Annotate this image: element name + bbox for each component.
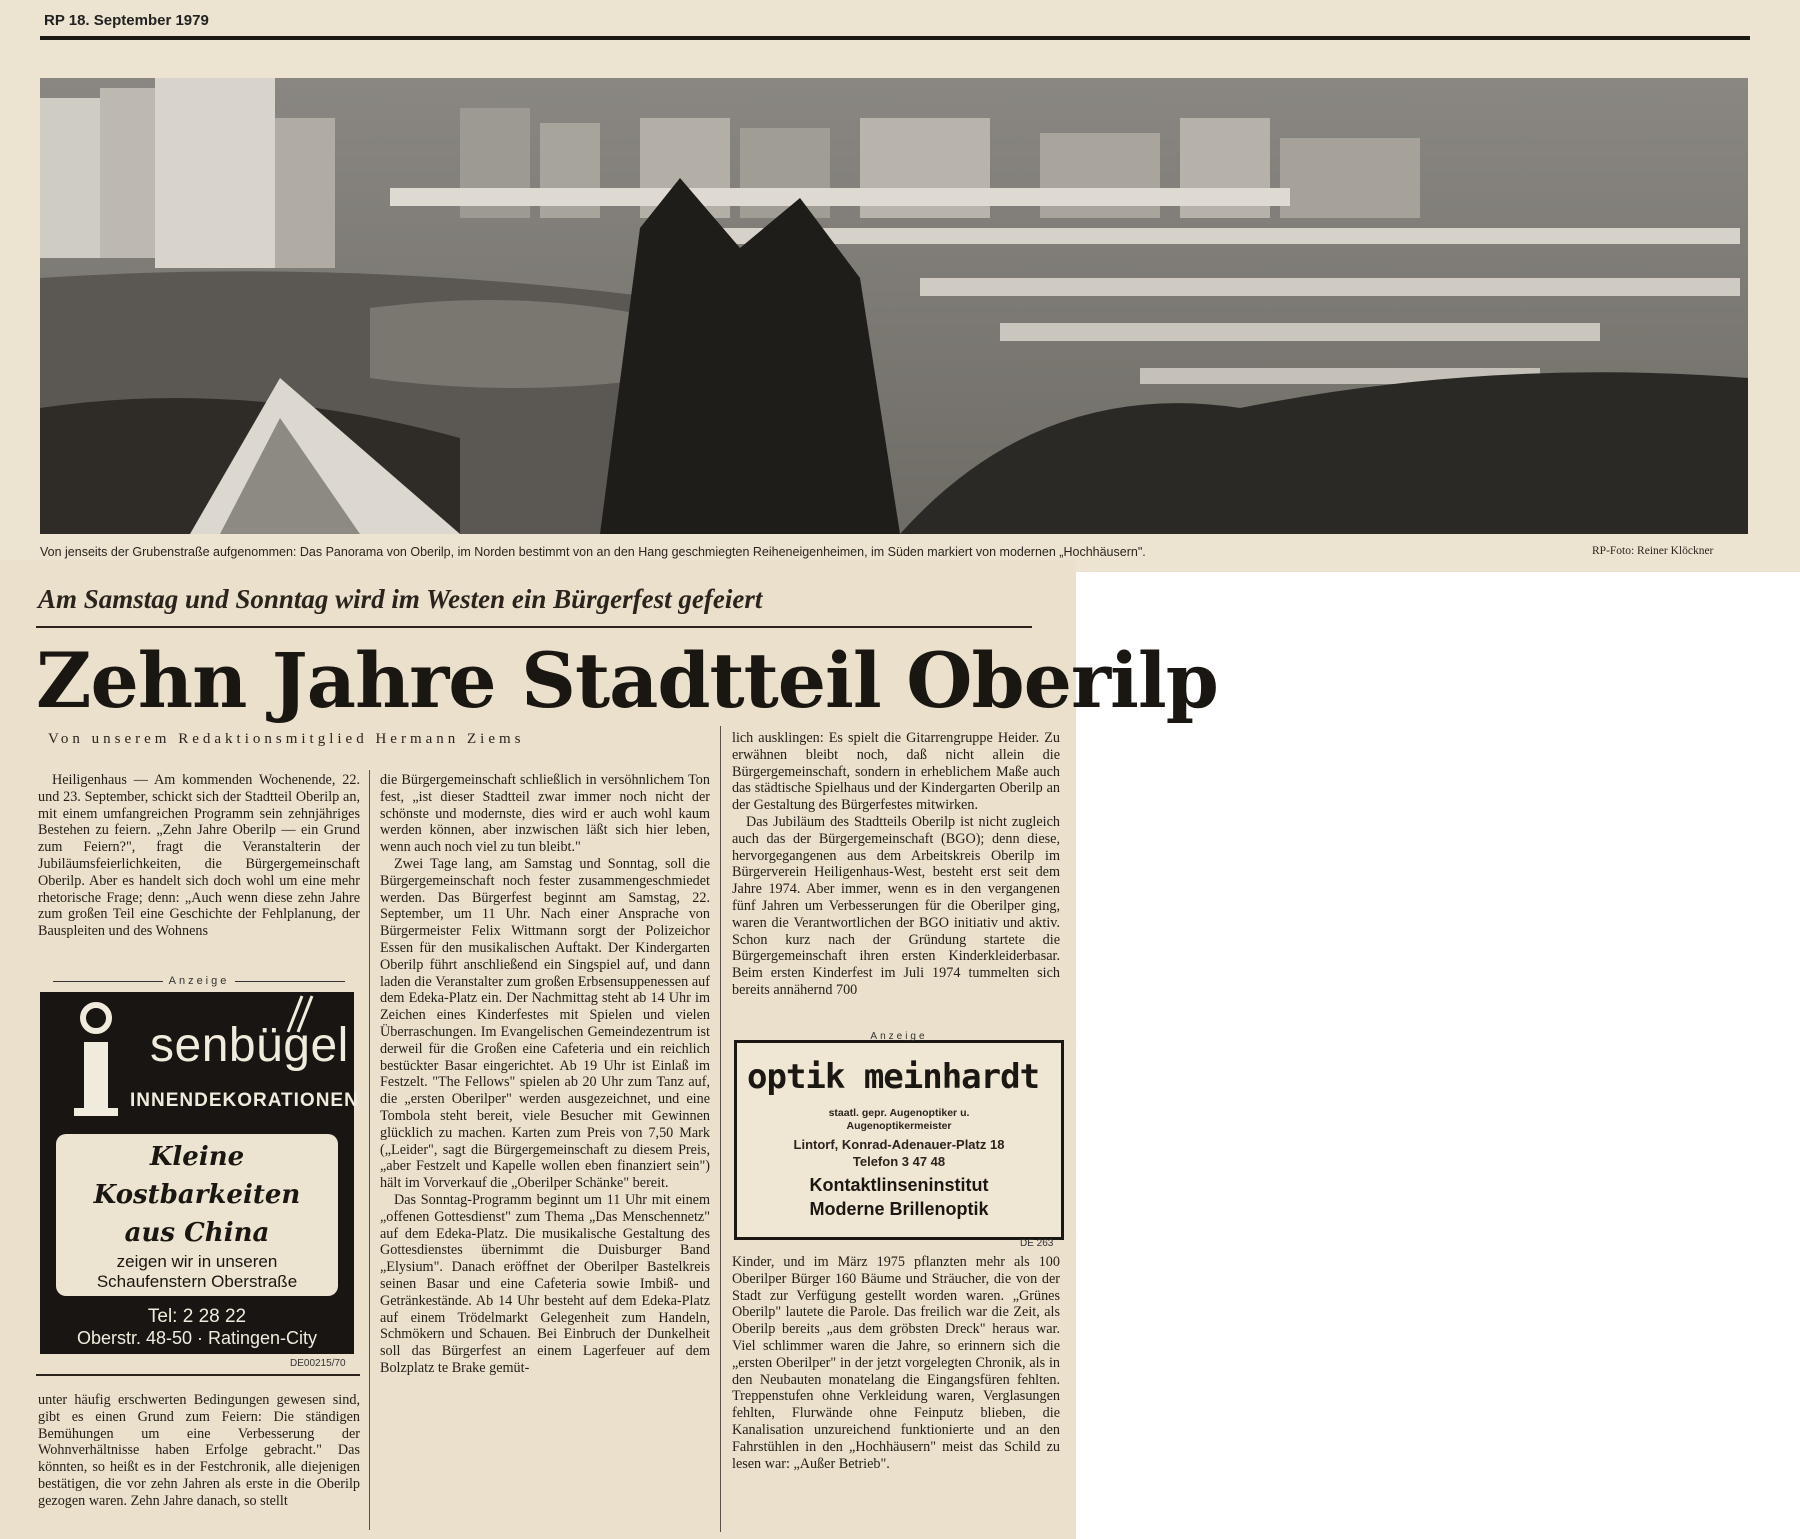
ad-code: DE 263 — [1020, 1238, 1054, 1249]
ad-text-line: zeigen wir in unseren — [116, 1252, 278, 1271]
article-paragraph: Das Sonntag-Programm beginnt um 11 Uhr mit einem „offenen Gottesdienst" zum Thema „Das Menschennetz" auf dem Edeka-Platz. Die musikalische Gestaltung des Gottesdienstes übernimmt die Duisburger Band „Elysium". Danach eröffnet der Oberilper Bastelkreis seinen Basar und eine Cafeteria sowie Imbiß- und Getränkestände. Ab 14 Uhr besteht auf dem Edeka-Platz auf einem Trödelmarkt Gelegenheit zum Handeln, Schmökern und Schauen. Bei Einbruch der Dunkelheit soll das Bürgerfest an einem Lagerfeuer auf dem Bolzplatz te Brake gemüt- — [380, 1191, 710, 1376]
article-headline: Zehn Jahre Stadtteil Oberilp — [36, 636, 1218, 725]
isenbuegel-advertisement — [40, 992, 359, 1354]
column-rule — [720, 726, 721, 1532]
ad-label: Anzeige — [38, 975, 360, 987]
article-column-1-bottom — [38, 1392, 360, 1510]
ad-service-line: Kontaktlinseninstitut — [809, 1175, 989, 1195]
article-column-2 — [380, 772, 710, 1377]
article-column-1-top — [38, 772, 360, 940]
ad-service-line: Moderne Brillenoptik — [809, 1199, 989, 1219]
article-kicker: Am Samstag und Sonntag wird im Westen ein Bürgerfest gefeiert — [38, 584, 763, 614]
ad-phone: Tel: 2 28 22 — [147, 1306, 247, 1327]
ad-address: Lintorf, Konrad-Adenauer-Platz 18 — [793, 1137, 1005, 1152]
kicker-rule — [36, 626, 1032, 628]
ad-label: Anzeige — [870, 1031, 928, 1042]
article-paragraph: Das Jubiläum des Stadtteils Oberilp ist nicht zugleich auch das der Bürgergemeinschaft (BGO); denn diese, hervorgegangenen aus dem Arbeitskreis Oberilp im Bürgerverein Heiligenhaus-West, besteht erst seit dem Jahre 1974. Aber immer, wenn es in den vergangenen fünf Jahren um Verbesserungen für die Oberilper ging, waren die Verantwortlichen der BGO initiativ und aktiv. Schon kurz nach der Gründung startete die Bürgergemeinschaft ihren ersten Kinderkleiderbasar. Beim ersten Kinderfest im Juli 1974 tummelten sich bereits annähernd 700 — [732, 813, 1060, 998]
photo-credit: RP-Foto: Reiner Klöckner — [1592, 545, 1714, 557]
article-paragraph: die Bürgergemeinschaft schließlich in versöhnlichem Ton fest, „ist dieser Stadtteil zwar immer noch nicht der schönste und modernste, dies wird er auch wohl kaum werden können, aber inzwischen läßt sich hier leben, wenn auch noch viel zu tun bleibt." — [380, 772, 710, 856]
article-paragraph: Kinder, und im März 1975 pflanzten mehr als 100 Oberilper Bürger 160 Bäume und Sträucher, die von der Stadt zur Verfügung gestellt worden waren. „Grünes Oberilp" lautete die Parole. Das freilich war die Zeit, als Oberilp bereits „aus dem gröbsten Dreck" heraus war. Viel schlimmer waren die Jahre, so erinnern sich die „ersten Oberilper" in der jetzt vorgelegten Chronik, als in den Neubauten monatelang die Eingangsfüren fehlten. Treppenstufen ohne Verkleidung waren, Verglasungen fehlten, Flurwände ohne Feinputz blieben, die Kanalisation unzureichend funktionierte und an den Fahrstühlen in den „Hochhäusern" meist das Schild zu lesen war: „Außer Betrieb". — [732, 1254, 1060, 1472]
ad-address: Oberstr. 48-50 · Ratingen-City — [76, 1328, 318, 1348]
dateline: RP 18. September 1979 — [44, 12, 209, 29]
ad-brand-name: optik meinhardt — [747, 1057, 1040, 1097]
panorama-photo — [40, 78, 1748, 534]
ad-message-box — [56, 1134, 338, 1296]
photo-caption: Von jenseits der Grubenstraße aufgenommen: Das Panorama von Oberilp, im Norden bestimmt von an den Hang geschmiegten Reiheneigenheimen, im Süden markiert von modernen „Hochhäusern". — [40, 545, 1146, 559]
article-column-3-top — [732, 730, 1060, 999]
article-paragraph: unter häufig erschwerten Bedingungen gewesen sind, gibt es einen Grund zum Feiern: Die ständigen Bemühungen um eine Verbesserung der Wohnverhältnisse haben Erfolge gebracht." Das könnten, so heißt es in der Festchronik, alle diejenigen bestätigen, die vor zehn Jahren als erste in die Oberilp gezogen waren. Zehn Jahre danach, so stellt — [38, 1392, 360, 1509]
ad-script-line: Kleine — [149, 1142, 245, 1172]
ad-bottom-rule — [36, 1374, 360, 1376]
optik-meinhardt-advertisement — [734, 1031, 1064, 1240]
column-rule — [369, 770, 370, 1530]
ad-script-line: Kostbarkeiten — [93, 1180, 301, 1210]
ad-text-line: Schaufenstern Oberstraße — [96, 1272, 298, 1291]
article-paragraph: Heiligenhaus — Am kommenden Wochenende, 22. und 23. September, schickt sich der Stadtteil Oberilp an, mit einem umfangreichen Programm sein zehnjähriges Bestehen zu feiern. „Zehn Jahre Oberilp — ein Grund zum Feiern?", fragt die Veranstalterin der Jubiläumsfeierlichkeiten, die Bürgergemeinschaft Oberilp. Aber es handelt sich doch wohl um eine mehr rhetorische Frage; denn: „Auch wenn diese zehn Jahre zum großen Teil eine Geschichte der Fehlplanung, der Bauspleiten und des Wohnens — [38, 772, 360, 940]
article-column-3-bottom — [732, 1254, 1060, 1472]
article-paragraph: lich ausklingen: Es spielt die Gitarrengruppe Heider. Zu erwähnen bleibt noch, daß nicht allein die Bürgergemeinschaft, sondern in erheblichem Maße auch das städtische Spielhaus und der Kindergarten Oberilp an der Gestaltung des Bürgerfestes mitwirken. — [732, 730, 1060, 814]
ad-code: DE00215/70 — [290, 1358, 346, 1369]
isenbuegel-logo-icon — [70, 1000, 130, 1120]
ad-subtitle: INNENDEKORATIONEN — [130, 1090, 359, 1111]
ad-text-line: Augenoptikermeister — [846, 1120, 952, 1132]
article-byline: Von unserem Redaktionsmitglied Hermann Ziems — [48, 731, 525, 747]
article-paragraph: Zwei Tage lang, am Samstag und Sonntag, soll die Bürgergemeinschaft noch fester zusammengeschmiedet werden. Das Bürgerfest beginnt am Samstag, 22. September, um 11 Uhr. Nach einer Ansprache von Bürgermeister Felix Wittmann sorgt der Polizeichor Essen für den musikalischen Auftakt. Der Kindergarten Oberilp führt anschließend ein Singspiel auf, und dann laden die Veranstalter zum großen Erbsensuppenessen auf dem Edeka-Platz ein. Der Nachmittag steht ab 14 Uhr im Zeichen eines Kinderfestes mit Spielen und vielen Überraschungen. Im Evangelischen Gemeindezentrum ist derweil für die Großen eine Cafeteria und ein reichlich bestückter Basar eingerichtet. Ab 19 Uhr ist Einlaß im Festzelt. "The Fellows" spielen ab 20 Uhr zum Tanz auf, die „ersten Oberilper" werden ausgezeichnet, und eine Tombola steht bereit, viele Besucher mit Gewinnen glücklich zu machen. Karten zum Preis von 7,50 Mark („Leider", sagt die Bürgergemeinschaft zu diesem Preis, „aber Festzelt und Kapelle wollen eben finanziert sein") hält im Vorverkauf die „Oberilper Schänke" bereit. — [380, 855, 710, 1192]
ad-script-line: aus China — [124, 1218, 270, 1248]
ad-phone: Telefon 3 47 48 — [852, 1154, 946, 1169]
top-rule — [40, 36, 1750, 40]
ad-text-line: staatl. gepr. Augenoptiker u. — [828, 1107, 970, 1119]
ad-brand-name: senbügel — [150, 1019, 349, 1072]
